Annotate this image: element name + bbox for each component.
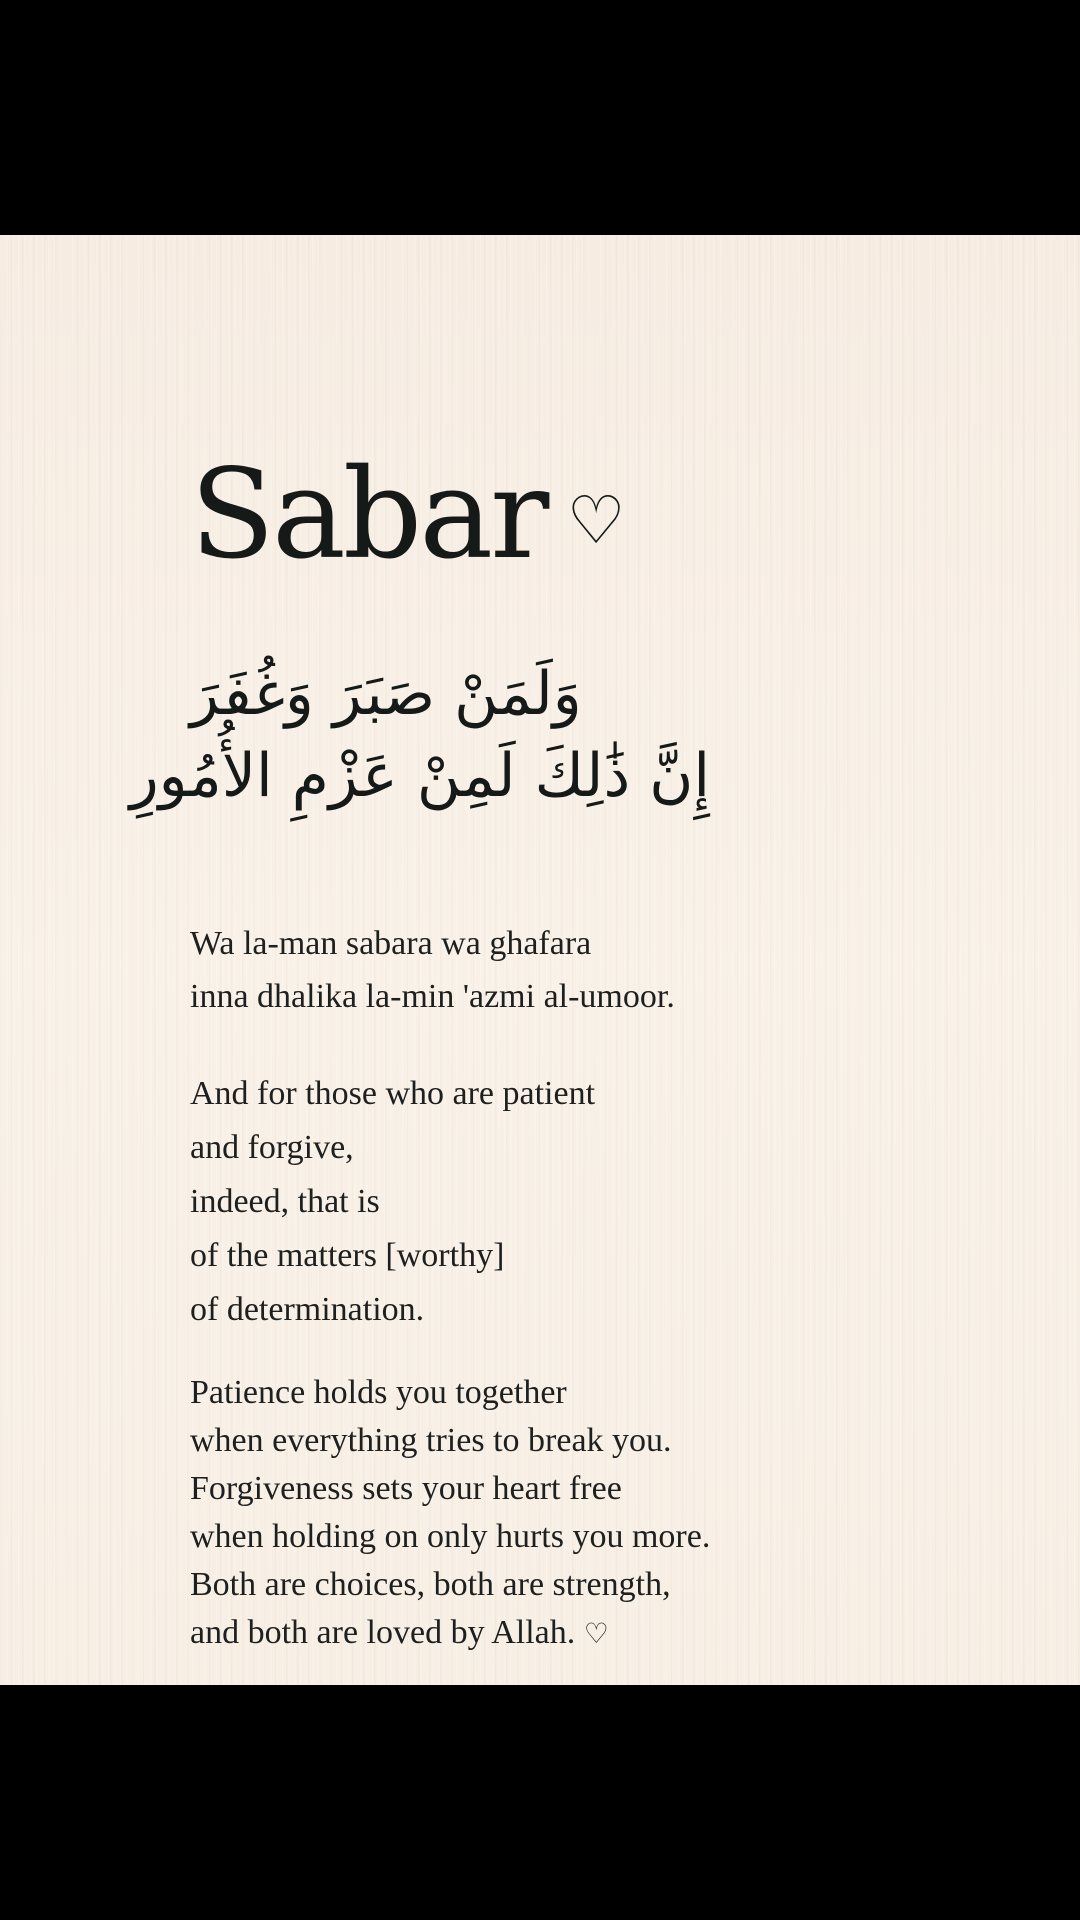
reflection-line: Patience holds you together: [190, 1374, 567, 1411]
translation: [190, 1067, 595, 1337]
quote-card: [0, 235, 1080, 1685]
translation-line: and forgive,: [190, 1129, 354, 1166]
reflection-line: Both are choices, both are strength,: [190, 1566, 671, 1603]
reflection-line: when everything tries to break you.: [190, 1422, 672, 1459]
heart-icon: ♡: [566, 482, 626, 559]
arabic-verse: [129, 653, 710, 817]
reflection-line-last: [190, 1609, 710, 1658]
reflection-line: and both are loved by Allah.: [190, 1614, 576, 1651]
title-text: Sabar: [190, 443, 547, 587]
arabic-line-2: إِنَّ ذَٰلِكَ لَمِنْ عَزْمِ الأُمُورِ: [129, 741, 710, 811]
transliteration-line: Wa la-man sabara wa ghafara: [190, 925, 592, 962]
translation-line: of the matters [worthy]: [190, 1237, 505, 1274]
reflection: [190, 1369, 710, 1658]
heart-icon: ♡: [583, 1617, 609, 1650]
reflection-line: when holding on only hurts you more.: [190, 1518, 711, 1555]
transliteration: [190, 917, 675, 1023]
translation-line: of determination.: [190, 1291, 425, 1328]
translation-line: And for those who are patient: [190, 1075, 596, 1112]
translation-line: indeed, that is: [190, 1183, 380, 1220]
reflection-line: Forgiveness sets your heart free: [190, 1470, 622, 1507]
transliteration-line: inna dhalika la-min 'azmi al-umoor.: [190, 978, 675, 1015]
page-title: [190, 443, 626, 587]
arabic-line-1: وَلَمَنْ صَبَرَ وَغُفَرَ: [190, 659, 582, 729]
